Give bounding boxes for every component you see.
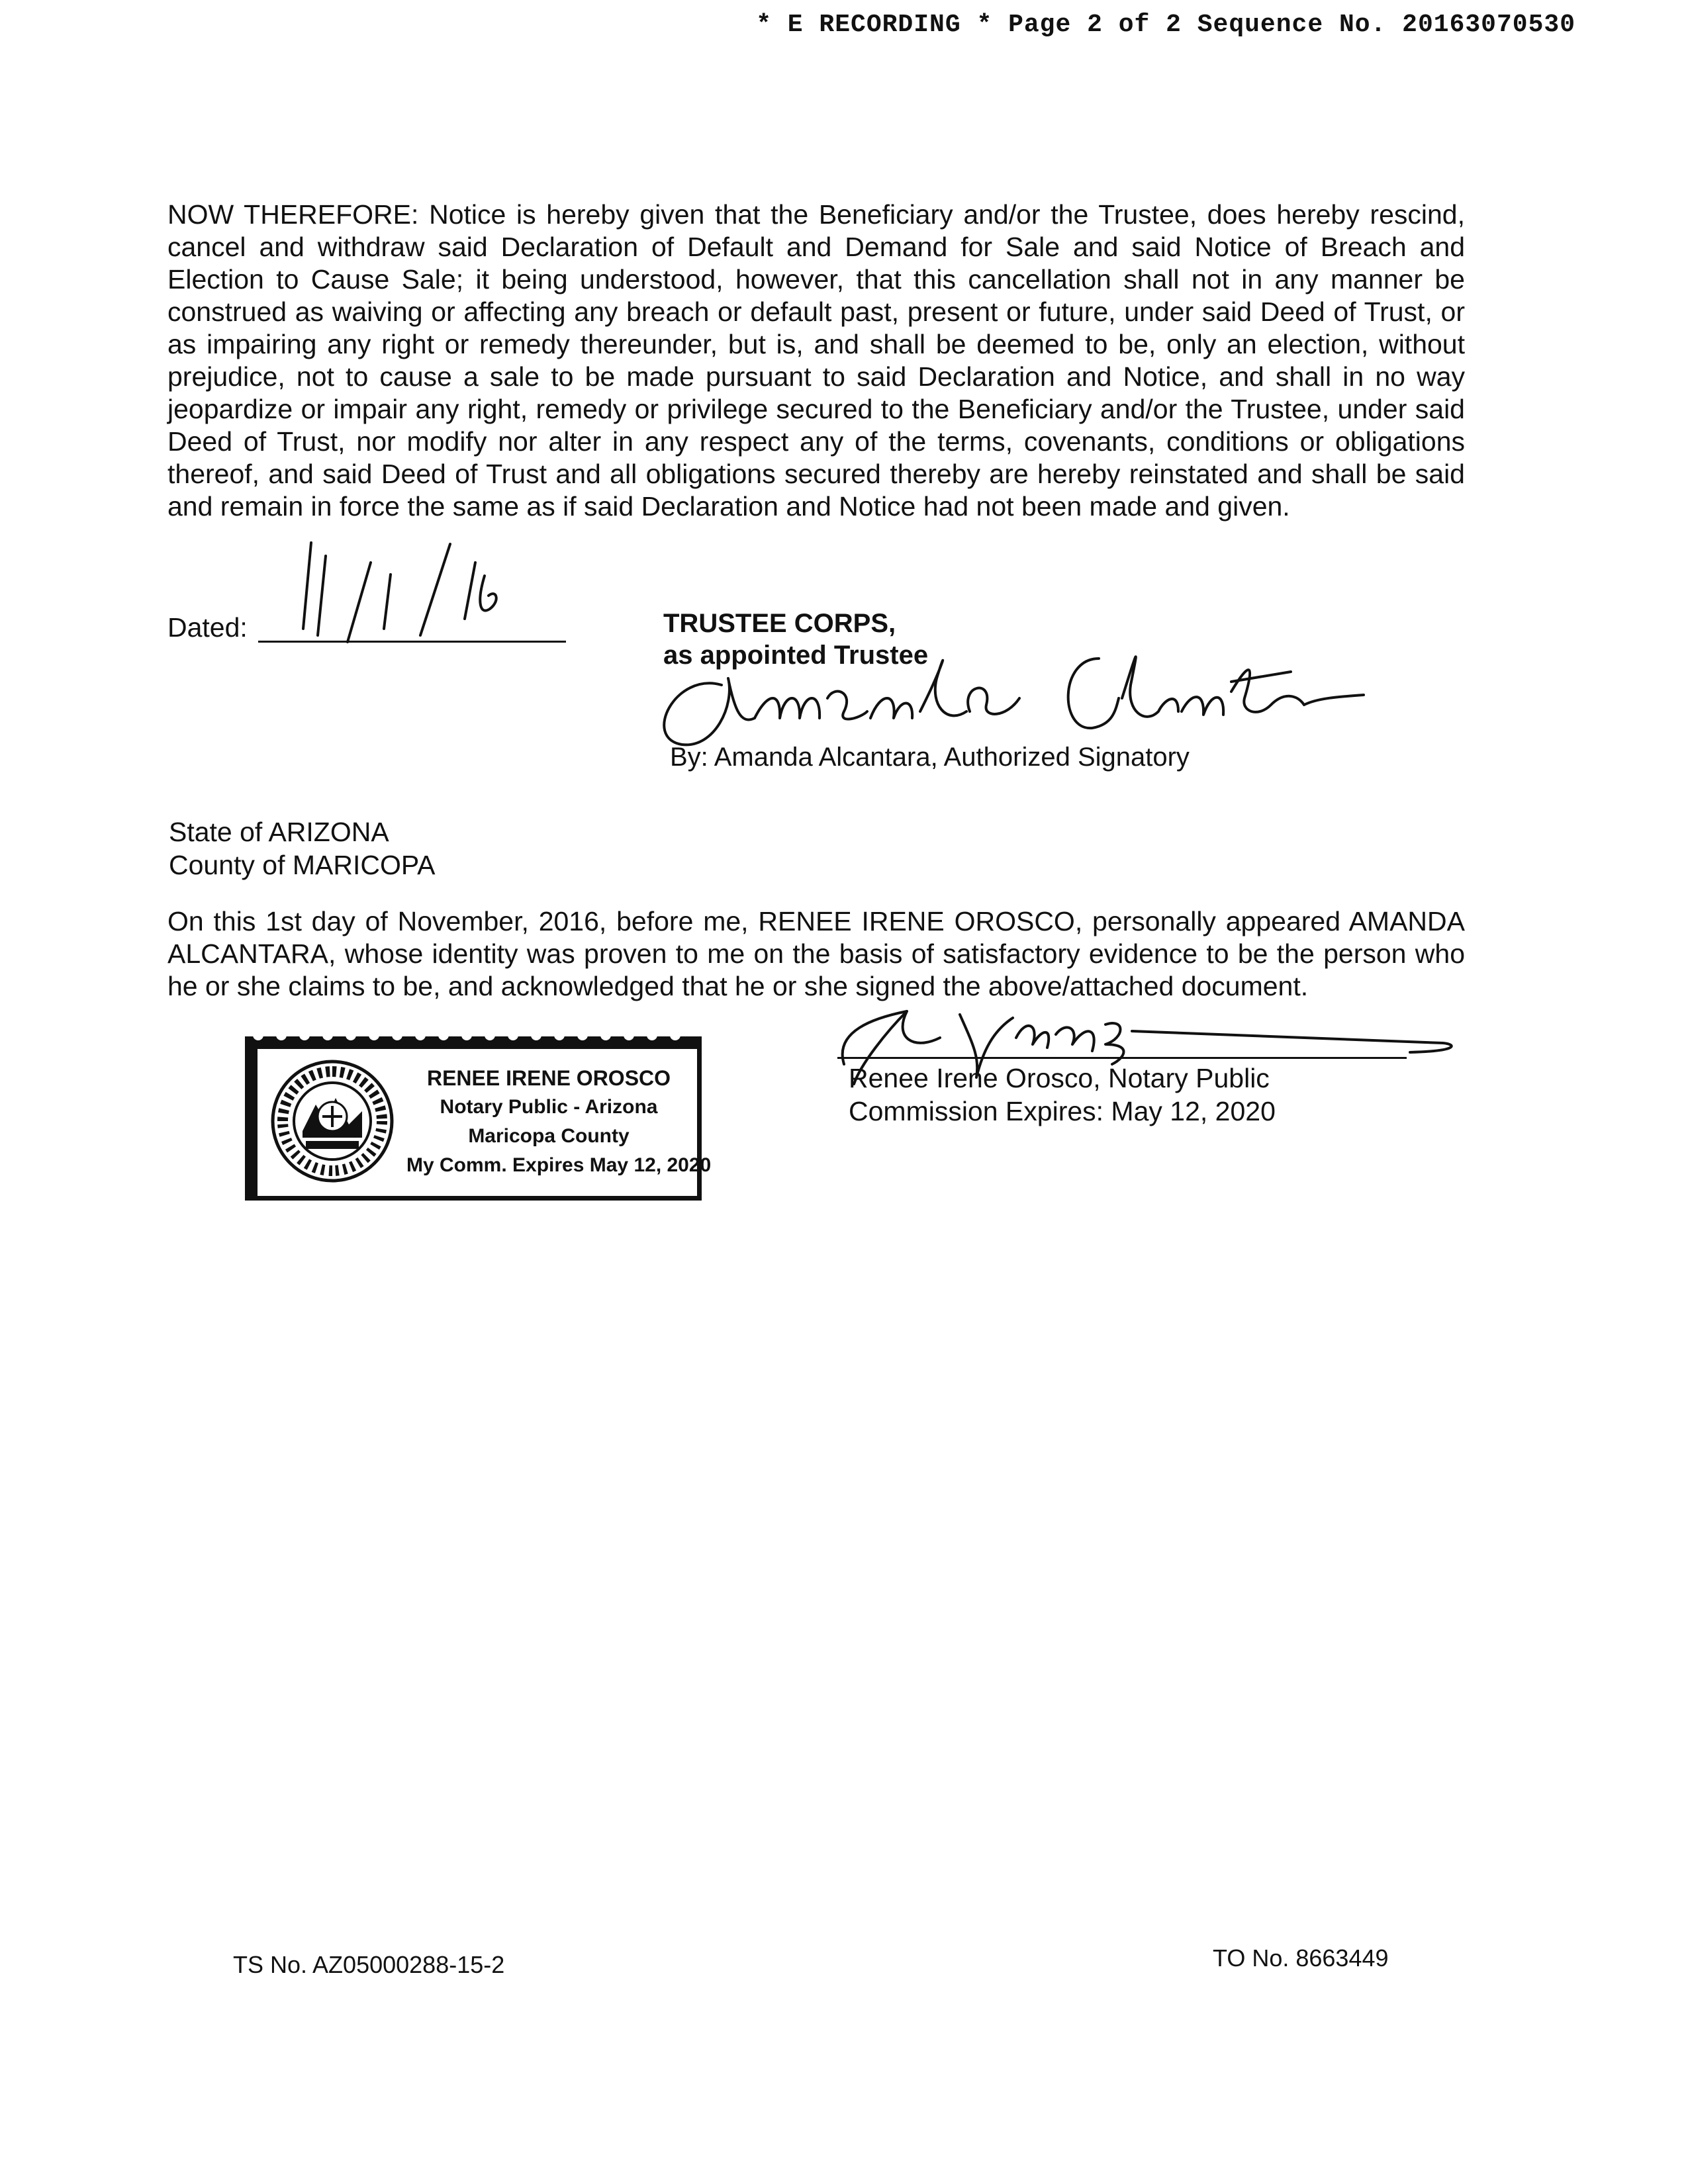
- notary-block: [849, 1062, 1276, 1128]
- notary-signature-line: [837, 1057, 1407, 1059]
- dated-label: Dated:: [167, 612, 248, 643]
- rescission-paragraph: NOW THEREFORE: Notice is hereby given that the Beneficiary and/or the Trustee, does hereby rescind, cancel and withdraw said Declaration of Default and Demand for Sale and said Notice of Breach and Election to Cause Sale; it being understood, however, that this cancellation shall not in any manner be construed as waiving or affecting any breach or default past, present or future, under said Deed of Trust, or as impairing any right or remedy thereunder, but is, and shall be deemed to be, only an election, without prejudice, not to cause a sale to be made pursuant to said Declaration and Notice, and shall in no way jeopardize or impair any right, remedy or privilege secured to the Beneficiary and/or the Trustee, under said Deed of Trust, nor modify nor alter in any respect any of the terms, covenants, conditions or obligations thereof, and said Deed of Trust and all obligations secured thereby are hereby reinstated and shall be said and remain in force the same as if said Declaration and Notice had not been made and given.: [167, 199, 1465, 522]
- venue-state: State of ARIZONA: [169, 817, 389, 847]
- notary-commission: Commission Expires: May 12, 2020: [849, 1096, 1276, 1126]
- seal-text: [406, 1064, 712, 1180]
- ts-number: TS No. AZ05000288-15-2: [233, 1951, 505, 1978]
- seal-notary-name: RENEE IRENE OROSCO: [426, 1066, 671, 1090]
- to-number: TO No. 8663449: [1213, 1944, 1389, 1972]
- notary-seal: [238, 1027, 712, 1209]
- venue-block: [169, 815, 436, 882]
- notary-name-line: Renee Irene Orosco, Notary Public: [849, 1063, 1270, 1093]
- seal-inner-box: [253, 1044, 712, 1201]
- trustee-by-line: By: Amanda Alcantara, Authorized Signatory: [670, 743, 1190, 772]
- seal-expiration: My Comm. Expires May 12, 2020: [406, 1154, 712, 1176]
- seal-county: Maricopa County: [468, 1125, 630, 1147]
- acknowledgment-paragraph: On this 1st day of November, 2016, before me, RENEE IRENE OROSCO, personally appeared AMANDA ALCANTARA, whose identity was proven to me on the basis of satisfactory evidence to be the person who he or she claims to be, and acknowledged that he or she signed the above/attached document.: [167, 906, 1465, 1001]
- recording-header: * E RECORDING * Page 2 of 2 Sequence No. 20163070530: [756, 11, 1575, 39]
- handwritten-date: [291, 536, 516, 649]
- seal-notary-title: Notary Public - Arizona: [440, 1096, 658, 1118]
- venue-county: County of MARICOPA: [169, 850, 436, 880]
- arizona-state-seal-icon: [269, 1058, 395, 1184]
- trustee-name: TRUSTEE CORPS,: [663, 609, 896, 638]
- trustee-role: as appointed Trustee: [663, 641, 929, 670]
